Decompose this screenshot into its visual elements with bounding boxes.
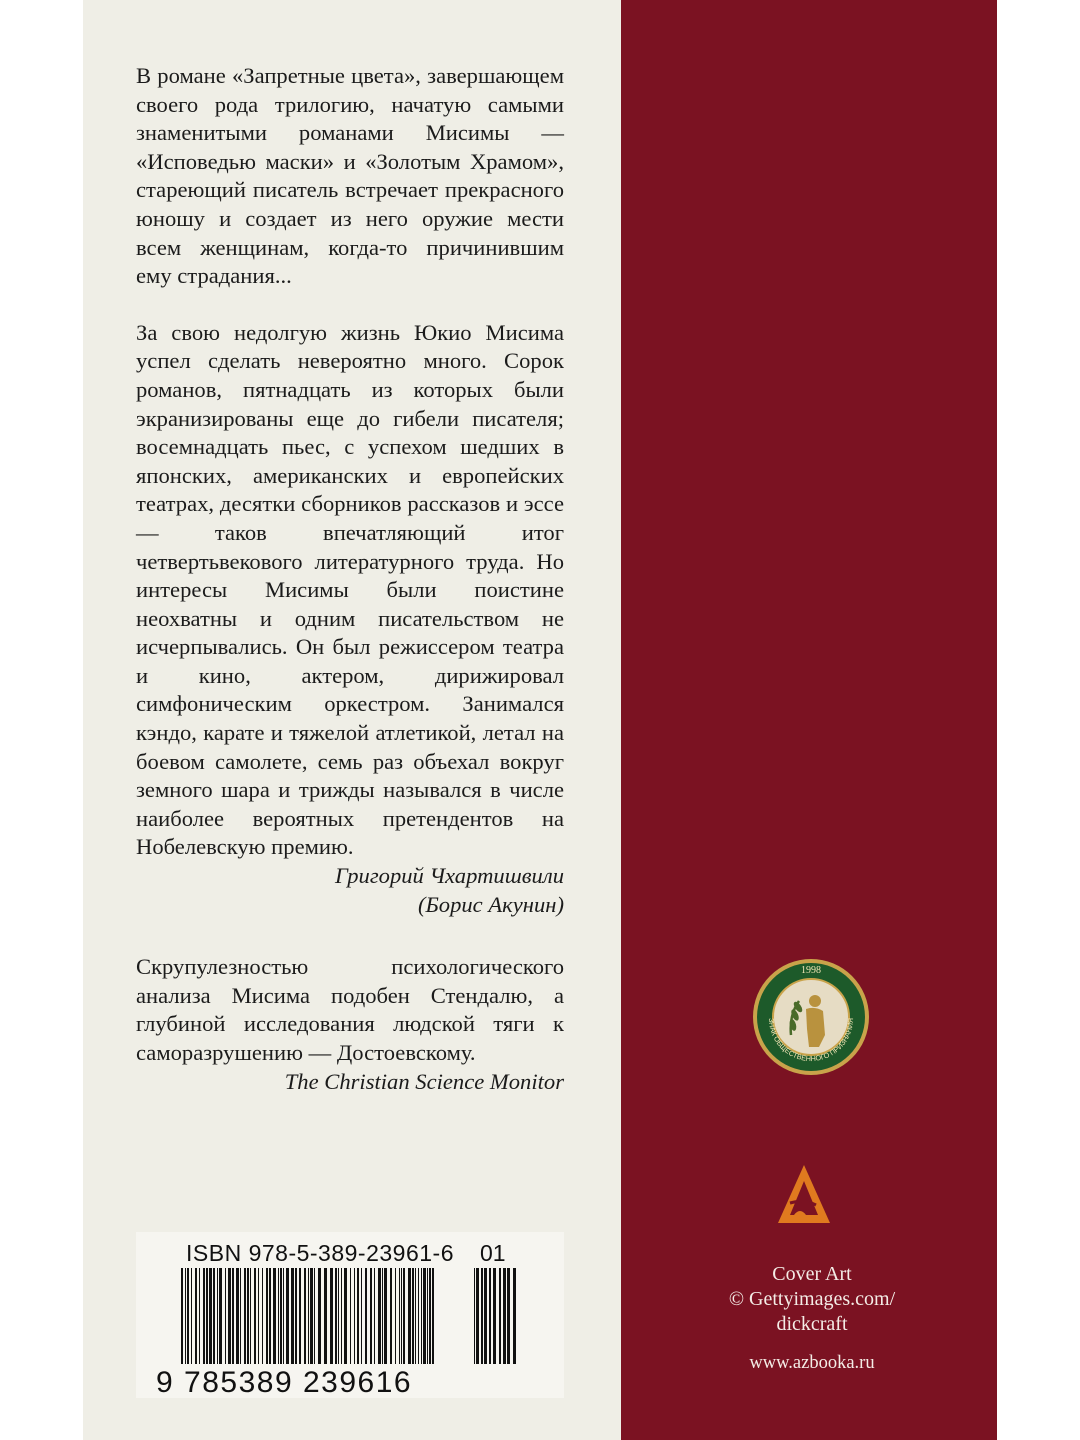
ean-barcode [180, 1268, 435, 1364]
blurb-column [136, 62, 564, 1096]
barcode-bar [408, 1268, 411, 1364]
barcode-bar [310, 1268, 313, 1364]
cover-art-credit [700, 1262, 924, 1337]
barcode-bar [474, 1268, 475, 1364]
barcode-bar [427, 1268, 428, 1364]
barcode-bar [244, 1268, 246, 1364]
barcode-bar [365, 1268, 367, 1364]
credit-line-3: dickcraft [776, 1313, 848, 1335]
barcode-bar [395, 1268, 396, 1364]
barcode-bar [384, 1268, 387, 1364]
barcode-bar [481, 1268, 483, 1364]
barcode-bar [181, 1268, 183, 1364]
barcode-bar [286, 1268, 289, 1364]
barcode-bar [209, 1268, 212, 1364]
barcode-bar [295, 1268, 297, 1364]
barcode-bar [390, 1268, 392, 1364]
barcode-bar [247, 1268, 249, 1364]
award-medal-icon [751, 957, 871, 1077]
barcode-bar [291, 1268, 294, 1364]
barcode-bar [350, 1268, 351, 1364]
barcode-bar [374, 1268, 375, 1364]
barcode-bar [344, 1268, 347, 1364]
barcode-bar [225, 1268, 226, 1364]
review-quote: Скрупулезностью психологического анализа Мисима подобен Стендалю, а глубиной исследования людской тяги к саморазрушению — Достоевскому. [136, 954, 564, 1065]
isbn-label: ISBN 978-5-389-23961-6 [186, 1240, 454, 1266]
barcode-bar [423, 1268, 426, 1364]
barcode-bar [314, 1268, 315, 1364]
barcode-bar [273, 1268, 276, 1364]
barcode-bar [476, 1268, 479, 1364]
barcode-bar [228, 1268, 231, 1364]
review-source: The Christian Science Monitor [284, 1068, 564, 1094]
barcode-bar [335, 1268, 337, 1364]
barcode-bar [499, 1268, 501, 1364]
barcode-bar [236, 1268, 239, 1364]
publisher-website[interactable]: www.azbooka.ru [749, 1353, 875, 1373]
barcode-bar [240, 1268, 241, 1364]
barcode-bar [191, 1268, 192, 1364]
barcode-bar [418, 1268, 419, 1364]
barcode-bar [357, 1268, 359, 1364]
barcode-bar [213, 1268, 215, 1364]
barcode-bar [489, 1268, 491, 1364]
barcode-bar [187, 1268, 189, 1364]
barcode-bar [403, 1268, 405, 1364]
barcode-digits: 9 785389 239616 [156, 1366, 413, 1399]
signature-name: Григорий Чхартишвили [335, 863, 564, 889]
isbn-addon-label: 01 [480, 1240, 506, 1266]
barcode-bar [318, 1268, 321, 1364]
barcode-bar [217, 1268, 218, 1364]
barcode-bar [308, 1268, 309, 1364]
barcode-bar [195, 1268, 197, 1364]
barcode-bar [199, 1268, 200, 1364]
barcode-bar [432, 1268, 434, 1364]
barcode-bar [280, 1268, 282, 1364]
barcode-bar [324, 1268, 327, 1364]
barcode-bar [399, 1268, 400, 1364]
blurb-paragraph-1: В романе «Запретные цвета», завершающем своего рода трилогию, начатую самыми знаменитыми романами Мисимы — «Исповедью маски» и «Золотым Храмом», стареющий писатель встречает прекрасного юношу и создает из него оружие мести всем женщинам, когда-то причинившим ему страдания... [136, 63, 564, 289]
barcode-bar [415, 1268, 416, 1364]
barcode-bar [401, 1268, 402, 1364]
blurb-paragraph-2: За свою недолгую жизнь Юкио Мисима успел сделать невероятно много. Сорок романов, пятнадцать из которых были экранизированы еще до гибели писателя; восемнадцать пьес, с успехом шедших в японских, американских и европейских театрах, десятки сборников рассказов и эссе — таков впечатляющий итог четвертьвекового литературного труда. Но интересы Мисимы были поистине неохватны и одним писательством не исчерпывались. Он был режиссером театра и кино, актером, дирижировал симфоническим оркестром. Занимался кэндо, карате и тяжелой атлетикой, летал на боевом самолете, семь раз объехал вокруг земного шара и трижды назывался в числе наиболее вероятных претендентов на Нобелевскую премию. [136, 319, 564, 860]
barcode-bar [304, 1268, 306, 1364]
barcode-bar [370, 1268, 372, 1364]
barcode-bar [429, 1268, 431, 1364]
credit-line-1: Cover Art [772, 1263, 852, 1285]
barcode-bar [421, 1268, 422, 1364]
medal-ring-text: ЗНАК ОБЩЕСТВЕННОГО ПРИЗНАНИЯ [766, 1017, 856, 1064]
addon-barcode [473, 1268, 519, 1364]
barcode-bar [203, 1268, 205, 1364]
barcode-bar [354, 1268, 355, 1364]
barcode-bar [278, 1268, 279, 1364]
barcode-bar [258, 1268, 259, 1364]
barcode-bar [361, 1268, 362, 1364]
barcode-bar [382, 1268, 383, 1364]
barcode-bar [219, 1268, 222, 1364]
barcode-bar [266, 1268, 268, 1364]
signature-pseudonym: (Борис Акунин) [417, 891, 564, 917]
barcode-bar [484, 1268, 487, 1364]
barcode-bar [206, 1268, 208, 1364]
barcode-bar [250, 1268, 251, 1364]
barcode-bar [503, 1268, 506, 1364]
barcode-bar [493, 1268, 496, 1364]
barcode-bar [269, 1268, 271, 1364]
medal-year: 1998 [801, 965, 821, 976]
barcode-bar [378, 1268, 381, 1364]
credit-line-2: © Gettyimages.com/ [728, 1288, 896, 1310]
publisher-logo-icon [776, 1163, 832, 1227]
barcode-bar [232, 1268, 234, 1364]
barcode-bar [299, 1268, 301, 1364]
barcode-bar [507, 1268, 510, 1364]
barcode-bar [283, 1268, 284, 1364]
signature-block [136, 862, 564, 919]
barcode-bar [330, 1268, 333, 1364]
barcode-bar [262, 1268, 263, 1364]
barcode-bar [338, 1268, 339, 1364]
barcode-bar [185, 1268, 186, 1364]
barcode-bar [513, 1268, 516, 1364]
barcode-bar [412, 1268, 414, 1364]
barcode-bar [254, 1268, 256, 1364]
barcode-bar [341, 1268, 342, 1364]
